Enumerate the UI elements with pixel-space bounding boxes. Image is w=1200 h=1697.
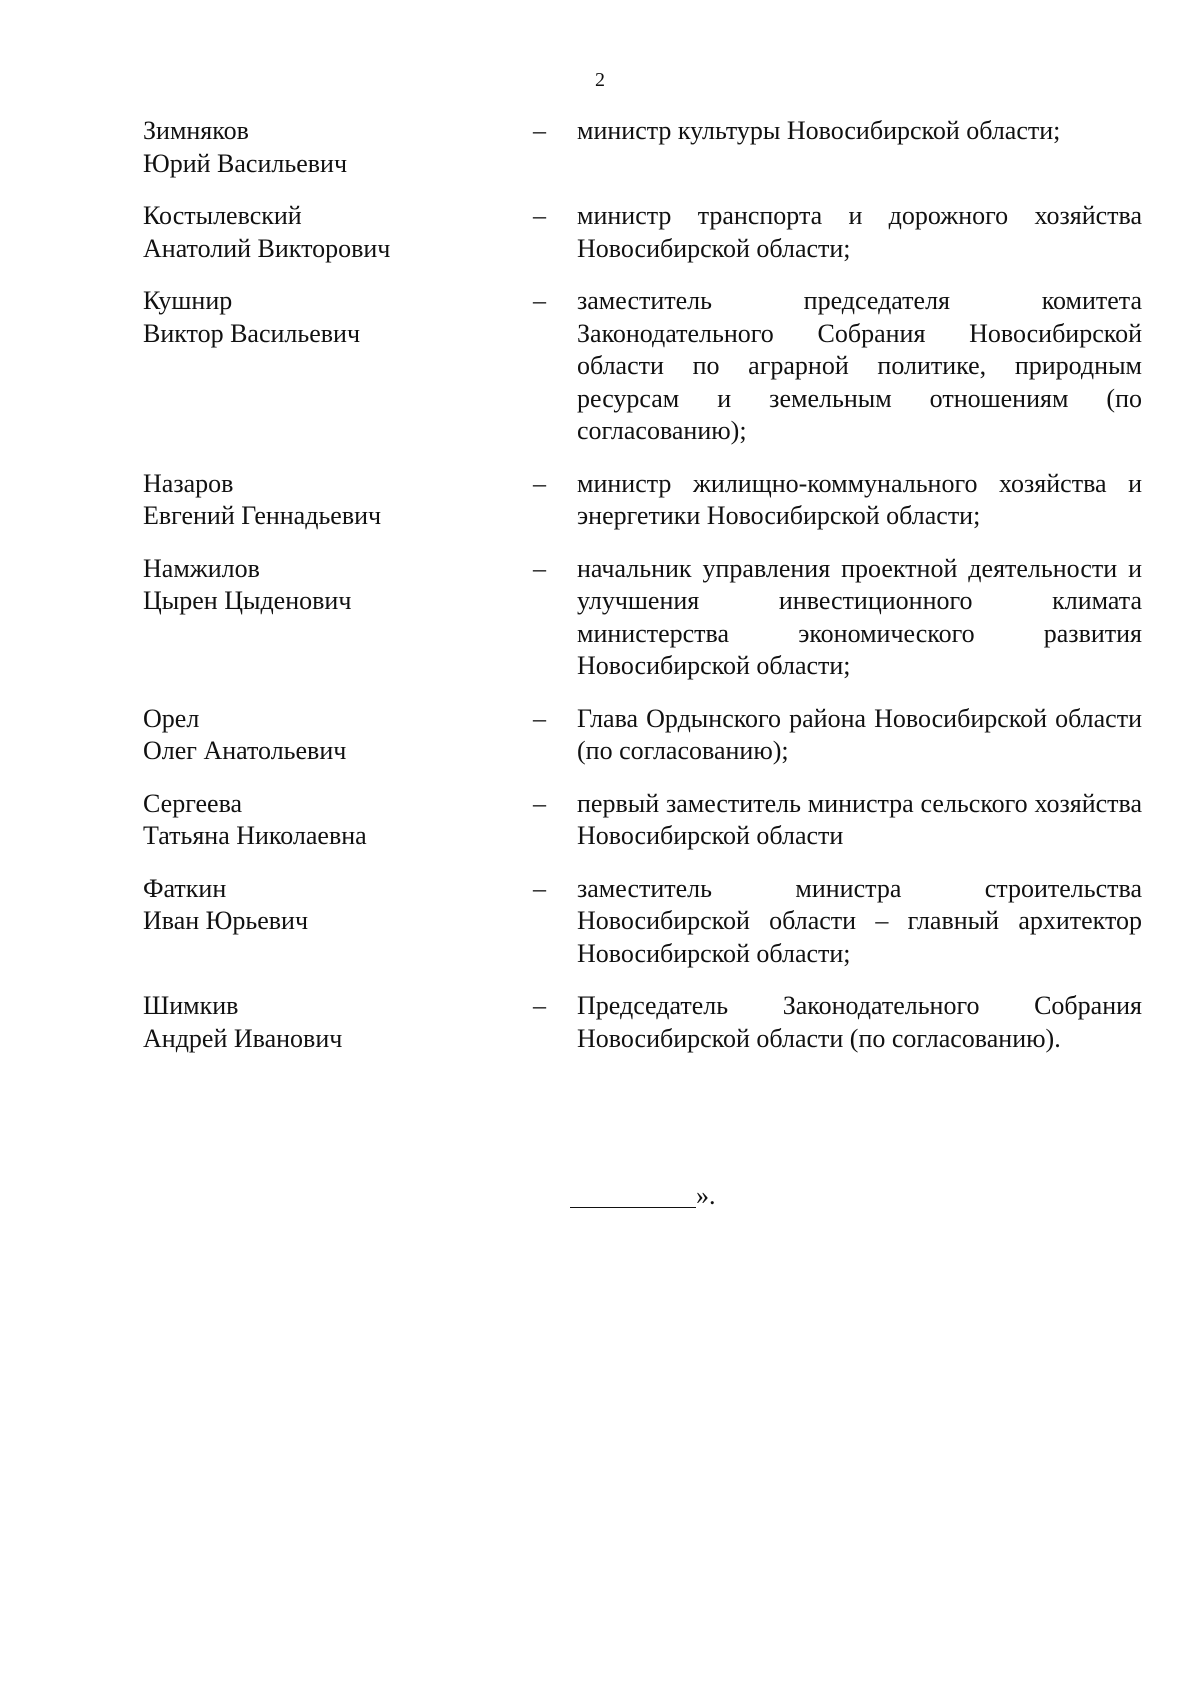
member-given-names: Олег Анатольевич [143,736,347,765]
member-surname: Зимняков [143,116,249,145]
member-role: Председатель Законодательного Собрания Новосибирской области (по согласованию). [577,991,1142,1053]
member-row [143,873,1143,971]
member-role: министр жилищно-коммунального хозяйства и энергетики Новосибирской области; [577,468,1142,530]
member-surname: Фаткин [143,873,227,903]
member-surname: Орел [143,703,200,733]
member-role: первый заместитель министра сельского хозяйства Новосибирской области [577,788,1142,850]
member-given-names: Татьяна Николаевна [143,821,367,850]
member-dash: – [533,873,546,903]
member-surname: Кушнир [143,286,233,315]
member-name [143,115,533,180]
member-dash: – [533,703,546,733]
member-name [143,468,533,533]
member-given-names: Виктор Васильевич [143,318,361,348]
member-given-names: Цырен Цыденович [143,586,352,615]
member-name [143,703,533,768]
member-given-names: Иван Юрьевич [143,906,309,935]
member-given-names: Анатолий Викторович [143,233,391,263]
member-given-names: Евгений Геннадьевич [143,501,382,530]
member-row [143,703,1143,768]
member-role: Глава Ордынского района Новосибирской области (по согласованию); [577,703,1142,765]
member-dash: – [533,553,546,583]
member-role: министр транспорта и дорожного хозяйства Новосибирской области; [577,201,1142,263]
member-name [143,990,533,1055]
member-surname: Назаров [143,468,234,498]
member-role: заместитель председателя комитета Законодательного Собрания Новосибирской области по аграрной политике, природным ресурсам и земельным отношениям (по согласованию); [577,286,1142,445]
member-row [143,990,1143,1055]
member-given-names: Юрий Васильевич [143,148,348,178]
member-row [143,788,1143,853]
member-row [143,115,1143,180]
member-name [143,285,533,350]
member-name [143,788,533,853]
closing-underline [570,1181,696,1208]
member-role: заместитель министра строительства Новосибирской области – главный архитектор Новосибирской области; [577,873,1142,968]
member-dash: – [533,116,546,145]
member-dash: – [533,286,546,315]
member-given-names: Андрей Иванович [143,1023,343,1053]
member-surname: Костылевский [143,201,302,230]
member-name [143,553,533,618]
member-surname: Шимкив [143,991,239,1020]
page-number: 2 [595,69,605,91]
member-role: начальник управления проектной деятельности и улучшения инвестиционного климата министерства экономического развития Новосибирской области; [577,553,1142,680]
closing-quote: ». [696,1181,716,1210]
member-dash: – [533,201,546,230]
member-row [143,468,1143,533]
member-name [143,873,533,938]
member-surname: Намжилов [143,553,260,583]
member-row [143,200,1143,265]
member-row [143,553,1143,683]
member-surname: Сергеева [143,788,243,818]
member-role: министр культуры Новосибирской области; [577,116,1061,145]
member-list [143,115,1143,1075]
member-row [143,285,1143,448]
member-name [143,200,533,265]
member-dash: – [533,468,546,498]
member-dash: – [533,788,546,818]
closing-mark [570,1180,716,1212]
member-dash: – [533,991,546,1020]
